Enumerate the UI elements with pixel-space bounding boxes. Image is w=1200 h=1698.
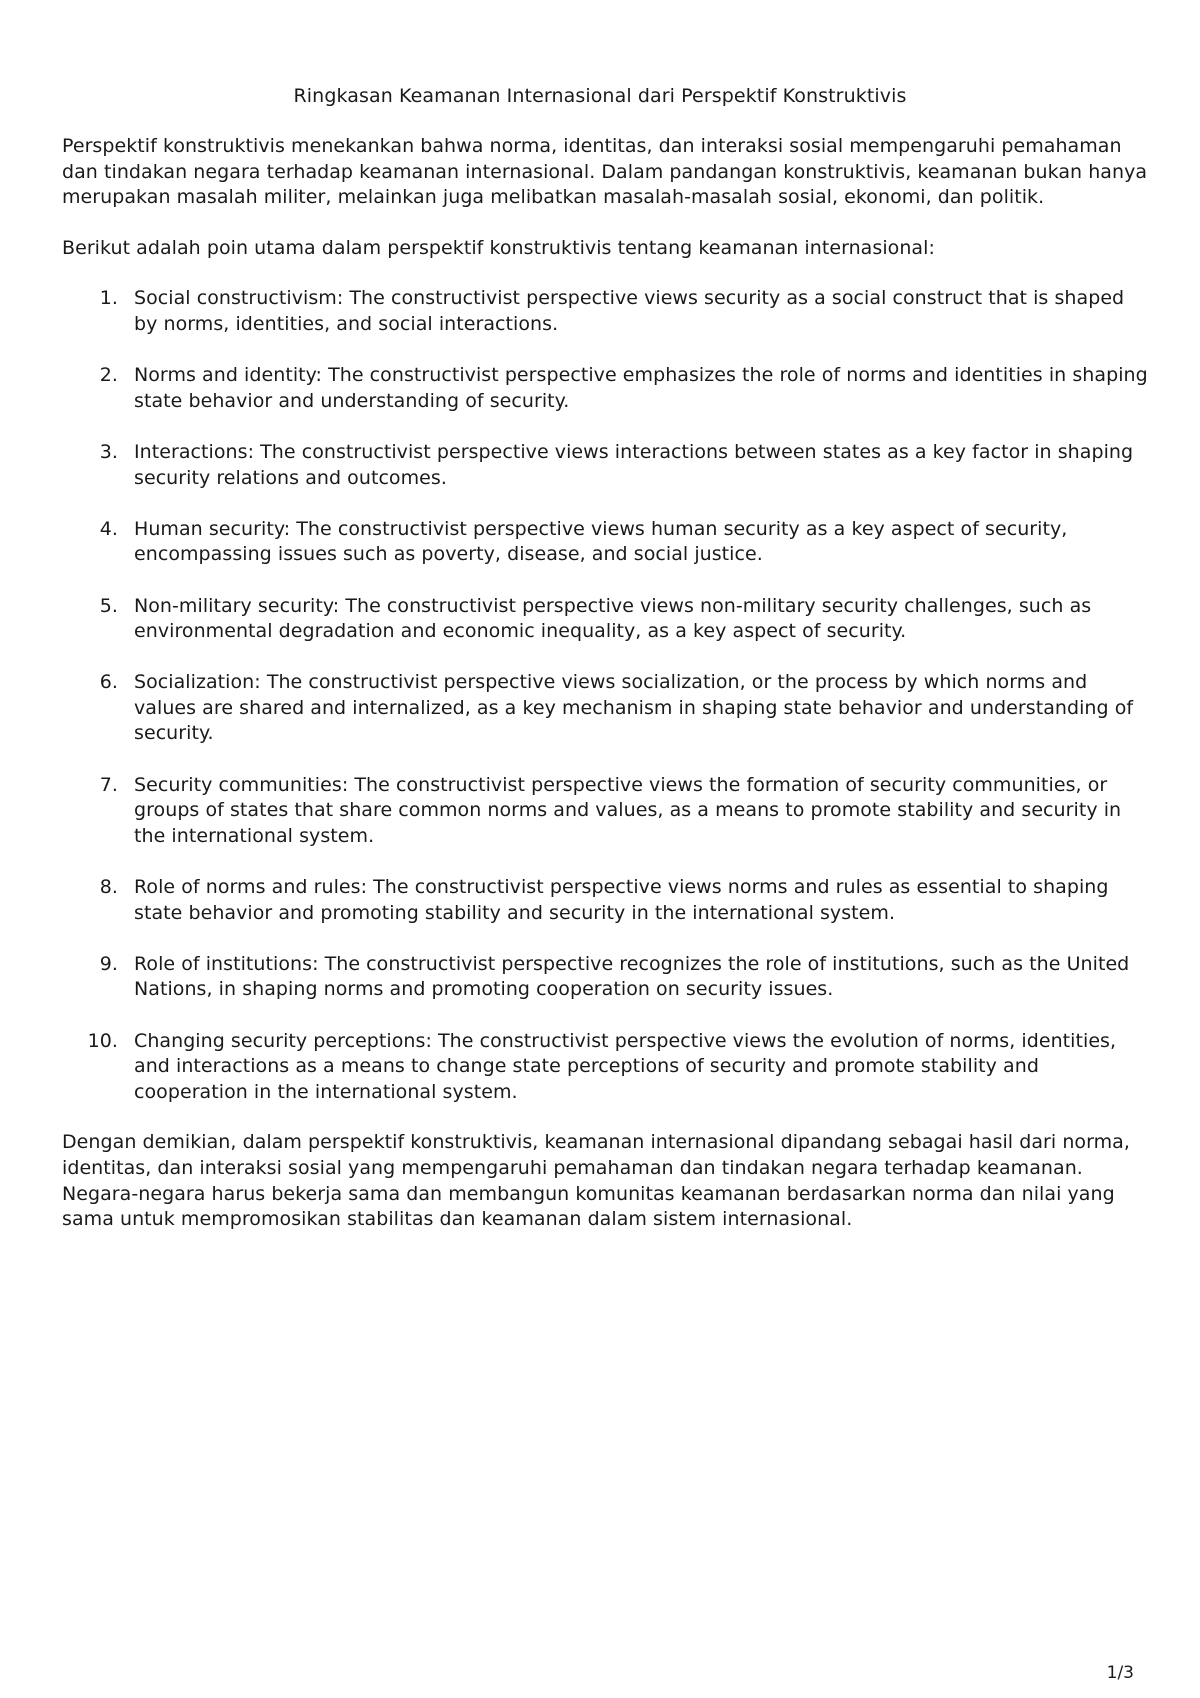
list-item-number: 1.	[99, 287, 118, 310]
document-title: Ringkasan Keamanan Internasional dari Perspektif Konstruktivis	[293, 85, 907, 107]
page-number: 1/3	[1106, 1663, 1134, 1683]
document-body	[62, 134, 1152, 1258]
list-item	[62, 440, 1152, 491]
list-item	[62, 670, 1152, 747]
list-item-number: 7.	[99, 773, 118, 796]
intro-paragraph: Perspektif konstruktivis menekankan bahwa norma, identitas, dan interaksi sosial mempengaruhi pemahaman dan tindakan negara terhadap keamanan internasional. Dalam pandangan konstruktivis, keamanan bukan hanya merupakan masalah militer, melainkan juga melibatkan masalah-masalah sosial, ekonomi, dan politik.	[62, 135, 1148, 209]
list-item	[62, 1029, 1152, 1106]
list-item-number: 4.	[99, 517, 118, 540]
list-item	[62, 286, 1152, 337]
list-item	[62, 875, 1152, 926]
list-item	[62, 773, 1152, 850]
list-item-text: Role of norms and rules: The constructivist perspective views norms and rules as essential to shaping state behavior and promoting stability and security in the international system.	[134, 876, 1109, 924]
list-item-number: 2.	[99, 364, 118, 387]
list-item-text: Changing security perceptions: The constructivist perspective views the evolution of norms, identities, and interactions as a means to change state perceptions of security and promote stability and cooperation in the international system.	[134, 1029, 1117, 1103]
list-item-number: 6.	[99, 671, 118, 694]
list-item	[62, 594, 1152, 645]
list-item-text: Role of institutions: The constructivist perspective recognizes the role of institutions, such as the United Nations, in shaping norms and promoting cooperation on security issues.	[134, 952, 1130, 1001]
list-item-text: Socialization: The constructivist perspective views socialization, or the process by which norms and values are shared and internalized, as a key mechanism in shaping state behavior and understanding of security.	[134, 671, 1134, 745]
key-points-list	[62, 286, 1152, 1105]
list-item	[62, 517, 1152, 568]
list-item-number: 3.	[99, 440, 118, 463]
list-item	[62, 952, 1152, 1003]
list-item-number: 9.	[99, 952, 118, 975]
list-item-number: 8.	[99, 876, 118, 899]
list-item-text: Human security: The constructivist perspective views human security as a key aspect of security, encompassing issues such as poverty, disease, and social justice.	[134, 517, 1068, 566]
list-item-number: 10.	[87, 1029, 118, 1052]
list-item-text: Social constructivism: The constructivist perspective views security as a social construct that is shaped by norms, identities, and social interactions.	[134, 287, 1125, 335]
list-item-text: Non-military security: The constructivist perspective views non-military security challenges, such as environmental degradation and economic inequality, as a key aspect of security.	[134, 594, 1092, 643]
conclusion-paragraph: Dengan demikian, dalam perspektif konstruktivis, keamanan internasional dipandang sebagai hasil dari norma, identitas, dan interaksi sosial yang mempengaruhi pemahaman dan tindakan negara terhadap keamanan. Negara-negara harus bekerja sama dan membangun komunitas keamanan berdasarkan norma dan nilai yang sama untuk mempromosikan stabilitas dan keamanan dalam sistem internasional.	[62, 1131, 1130, 1231]
lead-in-paragraph: Berikut adalah poin utama dalam perspektif konstruktivis tentang keamanan internasional:	[62, 236, 935, 259]
list-item-text: Interactions: The constructivist perspective views interactions between states as a key factor in shaping security relations and outcomes.	[134, 440, 1134, 489]
list-item-text: Norms and identity: The constructivist perspective emphasizes the role of norms and identities in shaping state behavior and understanding of security.	[134, 364, 1148, 412]
list-item	[62, 363, 1152, 414]
list-item-text: Security communities: The constructivist perspective views the formation of security communities, or groups of states that share common norms and values, as a means to promote stability and security in the international system.	[134, 773, 1122, 847]
list-item-number: 5.	[99, 594, 118, 617]
